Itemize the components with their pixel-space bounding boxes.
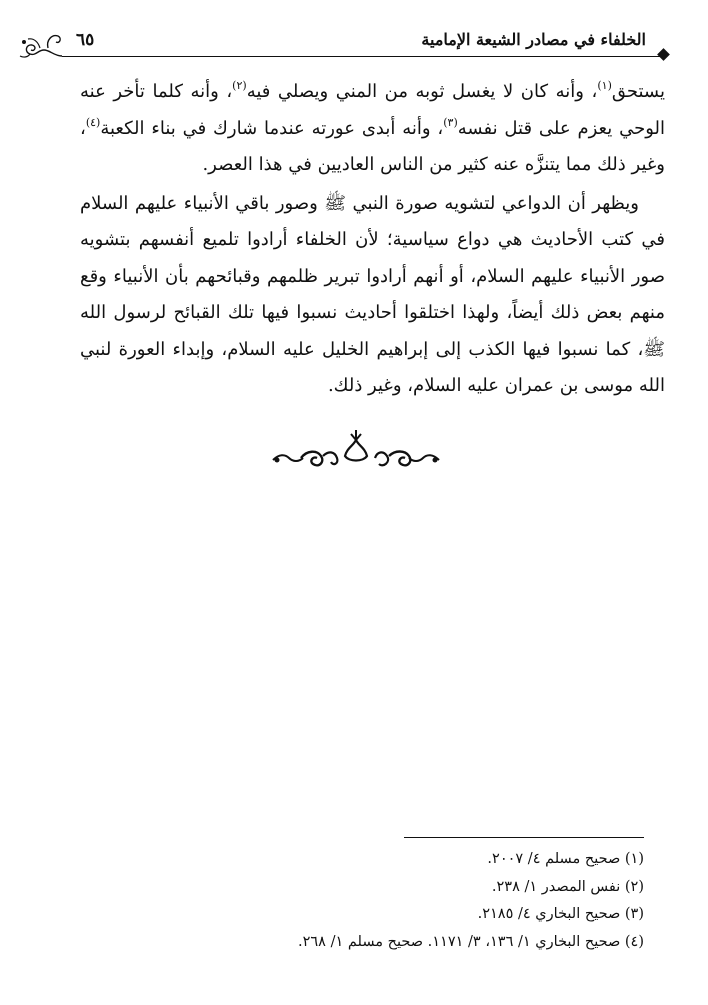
corner-ornament-icon — [18, 30, 64, 60]
text-run: ، وأنه أبدى عورته عندما شارك في بناء الكعبة — [100, 117, 444, 139]
footnotes — [224, 846, 644, 956]
footnote-ref: (٣) — [443, 115, 458, 129]
running-header — [18, 26, 668, 60]
diamond-icon — [657, 48, 670, 61]
text-run: ويظهر أن الدواعي لتشويه صورة النبي ﷺ وصور باقي الأنبياء عليهم السلام في كتب الأحاديث هي دواع سياسية؛ لأن الخلفاء أرادوا تلميع أنفسهم بتشويه صور الأنبياء عليهم السلام، أو أنهم أرادوا تبرير ظلمهم وقبائحهم بأن الأنبياء وقع منهم بعض ذلك أيضاً، ولهذا اختلقوا أحاديث نسبوا فيها تلك القبائح لرسول الله ﷺ، كما نسبوا فيها الكذب إلى إبراهيم الخليل عليه السلام، وإبداء العورة لنبي الله موسى بن عمران عليه السلام، وغير ذلك. — [80, 192, 665, 396]
footnote-4: (٤) صحيح البخاري ١/ ١٣٦، ٣/ ١١٧١. صحيح مسلم ١/ ٢٦٨. — [297, 933, 644, 950]
header-rule — [62, 56, 662, 57]
text-run: ، وغير ذلك مما يتنزَّه عنه كثير من الناس العاديين في هذا العصر. — [80, 117, 665, 175]
footnote-ref: (٢) — [232, 79, 247, 92]
footnote-1: (١) صحيح مسلم ٤/ ٢٠٠٧. — [487, 851, 644, 867]
text-run: ، وأنه كان لا يغسل ثوبه من المني ويصلي فيه — [246, 81, 598, 102]
footnote-2: (٢) نفس المصدر ١/ ٢٣٨. — [491, 878, 644, 895]
page-number: ٦٥ — [76, 30, 95, 50]
text-run: ، وأنه كلما تأخر عنه الوحي يعزم على قتل نفسه — [80, 81, 666, 139]
text-run: يستحق — [611, 81, 665, 102]
footnote-3: (٣) صحيح البخاري ٤/ ٢١٨٥. — [477, 906, 644, 922]
paragraph-2 — [80, 186, 665, 405]
footnote-ref: (٤) — [85, 115, 101, 129]
footnote-separator — [404, 837, 644, 838]
footnote-ref: (١) — [597, 79, 612, 92]
paragraph-1 — [80, 74, 665, 184]
running-title: الخلفاء في مصادر الشيعة الإمامية — [421, 30, 646, 49]
section-divider-ornament-icon — [271, 428, 441, 474]
main-text — [80, 74, 665, 405]
